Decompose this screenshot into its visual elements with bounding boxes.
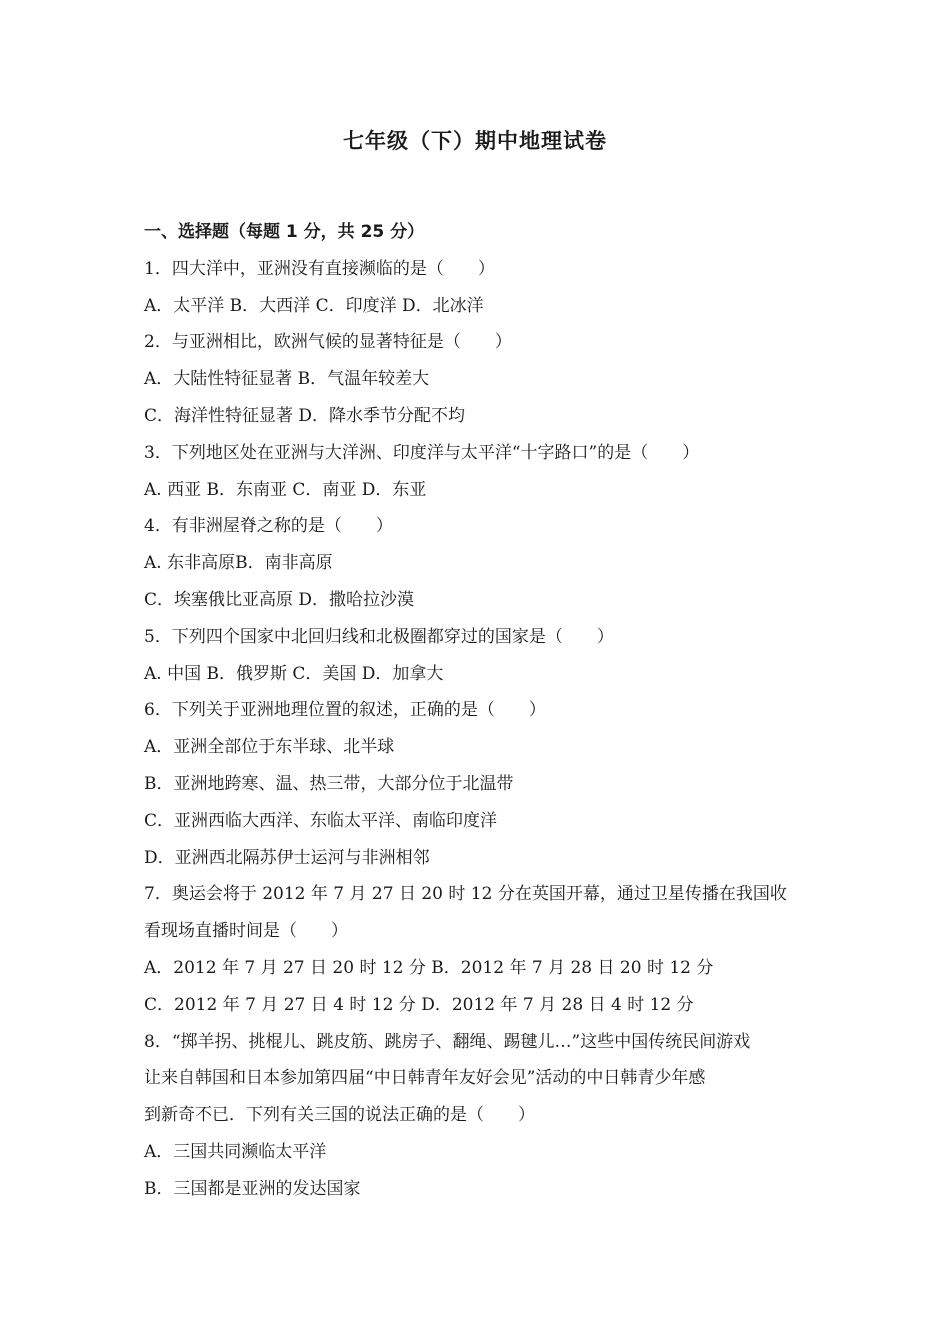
question-7-options-ab: A．2012 年 7 月 27 日 20 时 12 分 B．2012 年 7 月 28 日 20 时 12 分 — [144, 957, 714, 978]
question-8-stem-line-1: 8．“掷羊拐、挑棍儿、跳皮筋、跳房子、翻绳、踢毽儿…”这些中国传统民间游戏 — [144, 1031, 751, 1052]
question-7-stem-line-1: 7．奥运会将于 2012 年 7 月 27 日 20 时 12 分在英国开幕，通过卫星传播在我国收 — [144, 884, 787, 905]
question-8-stem-line-2: 让来自韩国和日本参加第四届“中日韩青年友好会见”活动的中日韩青少年感 — [144, 1068, 706, 1089]
question-6-option-d: D．亚洲西北隔苏伊士运河与非洲相邻 — [144, 847, 430, 868]
question-6-option-b: B．亚洲地跨寒、温、热三带，大部分位于北温带 — [144, 773, 514, 794]
question-4-options-cd: C．埃塞俄比亚高原 D．撒哈拉沙漠 — [144, 589, 415, 610]
question-6-option-a: A．亚洲全部位于东半球、北半球 — [144, 737, 395, 758]
question-1-options: A．太平洋 B．大西洋 C．印度洋 D．北冰洋 — [144, 295, 484, 316]
question-5-options: A. 中国 B．俄罗斯 C．美国 D．加拿大 — [144, 663, 444, 684]
question-1-stem: 1．四大洋中，亚洲没有直接濒临的是（ ） — [144, 258, 495, 279]
question-5-stem: 5．下列四个国家中北回归线和北极圈都穿过的国家是（ ） — [144, 626, 614, 647]
question-6-stem: 6．下列关于亚洲地理位置的叙述，正确的是（ ） — [144, 700, 546, 721]
question-8-option-a: A．三国共同濒临太平洋 — [144, 1141, 327, 1162]
question-2-options-ab: A．大陆性特征显著 B．气温年较差大 — [144, 369, 430, 390]
question-2-options-cd: C．海洋性特征显著 D．降水季节分配不均 — [144, 405, 466, 426]
question-7-options-cd: C．2012 年 7 月 27 日 4 时 12 分 D．2012 年 7 月 28 日 4 时 12 分 — [144, 994, 694, 1015]
page-title: 七年级（下）期中地理试卷 — [343, 129, 607, 153]
question-6-option-c: C．亚洲西临大西洋、东临太平洋、南临印度洋 — [144, 810, 498, 831]
question-4-options-ab: A. 东非高原B．南非高原 — [144, 553, 333, 574]
question-3-stem: 3．下列地区处在亚洲与大洋洲、印度洋与太平洋“十字路口”的是（ ） — [144, 442, 700, 463]
question-8-stem-line-3: 到新奇不已．下列有关三国的说法正确的是（ ） — [144, 1105, 535, 1126]
question-4-stem: 4．有非洲屋脊之称的是（ ） — [144, 516, 393, 537]
question-2-stem: 2．与亚洲相比，欧洲气候的显著特征是（ ） — [144, 332, 512, 353]
question-8-option-b: B．三国都是亚洲的发达国家 — [144, 1178, 361, 1199]
question-3-options: A. 西亚 B．东南亚 C．南亚 D．东亚 — [144, 479, 427, 500]
section-heading: 一、选择题（每题 1 分，共 25 分） — [144, 222, 425, 242]
question-7-stem-line-2: 看现场直播时间是（ ） — [144, 921, 348, 942]
question-list — [144, 214, 814, 1208]
